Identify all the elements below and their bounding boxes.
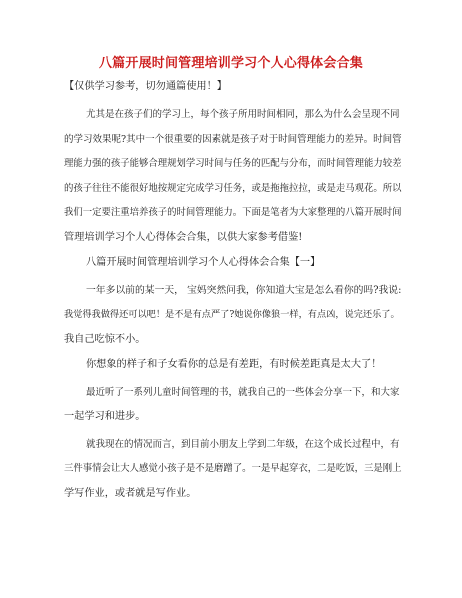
paragraph-4-line-1: 你想象的样子和子女看你的总是有差距，有时候差距真是太大了！ xyxy=(86,359,382,370)
paragraph-6-line-3: 学写作业，或者就是写作业。 xyxy=(64,488,197,499)
paragraph-1-line-5: 我们一定要注重培养孩子的时间管理能力。下面是笔者为大家整理的八篇开展时间 xyxy=(64,207,402,218)
document-title: 八篇开展时间管理培训学习个人心得体会合集 xyxy=(98,56,363,71)
paragraph-5-line-1: 最近听了一系列儿童时间管理的书，就我自己的一些体会分享一下，和大家 xyxy=(86,387,400,398)
paragraph-3-line-1: 一年多以前的某一天， 宝妈突然问我，你知道大宝是怎么看你的吗?我说: xyxy=(86,285,402,296)
paragraph-1-line-6: 管理培训学习个人心得体会合集，以供大家参考借鉴! xyxy=(64,232,303,243)
paragraph-1-line-4: 的孩子往往不能很好地按规定完成学习任务，或是拖拖拉拉，或是走马观花。所以 xyxy=(64,183,402,194)
paragraph-1-line-2: 的学习效果呢?其中一个很重要的因素就是孩子对于时间管理能力的差异。时间管 xyxy=(64,134,402,145)
section-heading-1: 八篇开展时间管理培训学习个人心得体会合集【一】 xyxy=(86,257,321,268)
paragraph-6-line-2: 三件事情会让大人感觉小孩子是不是磨蹭了。一是早起穿衣，二是吃饭，三是刚上 xyxy=(64,463,402,474)
paragraph-1-line-3: 理能力强的孩子能够合理规划学习时间与任务的匹配与分布，而时间管理能力较差 xyxy=(64,158,402,169)
usage-note: 【仅供学习参考，切勿通篇使用！】 xyxy=(64,81,227,92)
paragraph-6-line-1: 就我现在的情况而言，到目前小朋友上学到二年级，在这个成长过程中，有 xyxy=(86,439,400,450)
paragraph-3-line-3: 我自己吃惊不小。 xyxy=(64,334,146,345)
paragraph-1-line-1: 尤其是在孩子们的学习上，每个孩子所用时间相同，那么为什么会呈现不同 xyxy=(86,109,400,120)
paragraph-5-line-2: 一起学习和进步。 xyxy=(64,411,146,422)
paragraph-3-line-2: 我觉得我做得还可以吧！是不是有点严了?她说你像狼一样，有点凶，说完还乐了。 xyxy=(64,309,400,320)
